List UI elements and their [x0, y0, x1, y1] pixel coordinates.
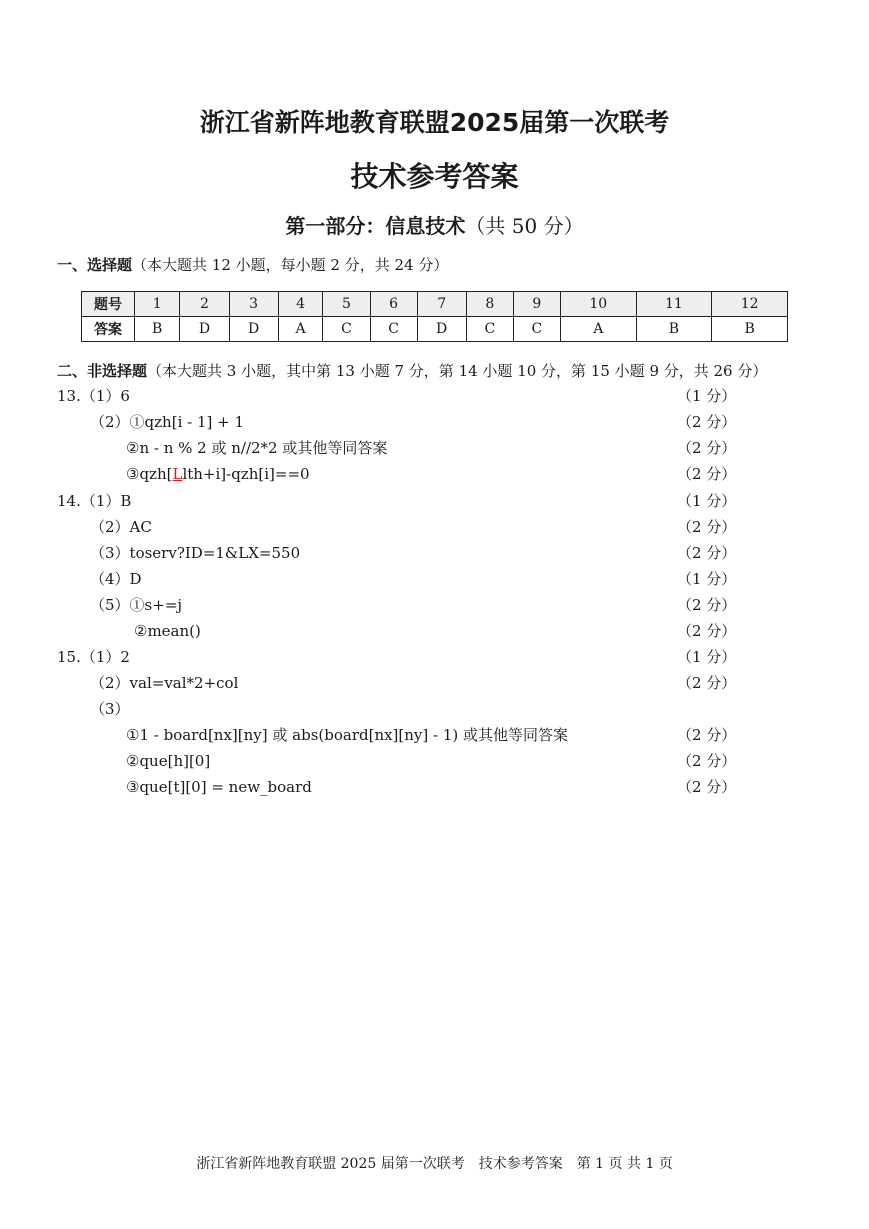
answer-cell: C	[513, 317, 560, 342]
question-number: 6	[370, 292, 417, 317]
q15-p1-prefix: （1）	[80, 648, 121, 666]
row-header-number: 题号	[82, 292, 135, 317]
q14-label: 14.	[57, 492, 81, 510]
answer-cell: C	[370, 317, 417, 342]
q15-p3-prefix: （3）	[90, 700, 130, 718]
q14-p5a-answer: ①s+=j	[129, 596, 183, 614]
part-note: （共 50 分）	[465, 214, 584, 238]
q14-part5a	[90, 594, 182, 616]
q15-p2-prefix: （2）	[90, 674, 130, 692]
q14-p2-answer: AC	[129, 518, 152, 536]
q14-part2	[90, 516, 152, 538]
q13-part2a	[90, 411, 244, 433]
exam-title: 浙江省新阵地教育联盟2025届第一次联考	[199, 108, 670, 137]
part-heading	[0, 210, 869, 239]
q15-part2	[90, 672, 238, 694]
q15-part1	[57, 646, 130, 668]
q13-part1	[57, 385, 130, 407]
answer-row	[82, 317, 788, 342]
section1-note: （本大题共 12 小题，每小题 2 分，共 24 分）	[132, 256, 449, 274]
q14-p5-prefix: （5）	[90, 596, 130, 614]
q14-p3-score: （2 分）	[677, 544, 737, 562]
q15-p2-score: （2 分）	[677, 674, 737, 692]
q15-p3b-answer: ②que[h][0]	[126, 752, 211, 770]
q14-part4	[90, 568, 142, 590]
question-number: 1	[135, 292, 180, 317]
answer-cell: A	[278, 317, 323, 342]
answer-key-title: 技术参考答案	[350, 160, 519, 193]
answer-cell: D	[180, 317, 229, 342]
answer-cell: D	[229, 317, 278, 342]
section1-heading	[57, 254, 448, 275]
question-number: 9	[513, 292, 560, 317]
page-footer: 浙江省新阵地教育联盟 2025 届第一次联考 技术参考答案 第 1 页 共 1 页	[196, 1156, 673, 1172]
q15-p1-score: （1 分）	[677, 648, 737, 666]
question-number: 7	[417, 292, 466, 317]
part-title: 第一部分：信息技术	[285, 214, 466, 238]
q13-p2b-score: （2 分）	[677, 439, 737, 457]
q14-p1-score: （1 分）	[677, 492, 737, 510]
question-number: 2	[180, 292, 229, 317]
q14-part1	[57, 490, 131, 512]
answer-cell: D	[417, 317, 466, 342]
question-number: 4	[278, 292, 323, 317]
q14-p4-prefix: （4）	[90, 570, 130, 588]
answer-cell: B	[636, 317, 712, 342]
q14-p4-score: （1 分）	[677, 570, 737, 588]
answer-cell: C	[323, 317, 370, 342]
q14-p1-prefix: （1）	[80, 492, 121, 510]
q14-p3-answer: toserv?ID=1&LX=550	[129, 544, 301, 562]
q14-p5b-score: （2 分）	[677, 622, 737, 640]
q15-p3c-answer: ③que[t][0] = new_board	[126, 778, 312, 796]
answer-cell: A	[560, 317, 636, 342]
q13-p2c-score: （2 分）	[677, 465, 737, 483]
section2-heading	[57, 360, 767, 381]
q13-label: 13.	[57, 387, 81, 405]
question-number: 11	[636, 292, 712, 317]
q13-p2c-answer	[126, 463, 310, 485]
q15-p3b-score: （2 分）	[677, 752, 737, 770]
question-number: 3	[229, 292, 278, 317]
section2-note: （本大题共 3 小题，其中第 13 小题 7 分，第 14 小题 10 分，第 15 小题 9 分，共 26 分）	[147, 362, 768, 380]
q14-p2-score: （2 分）	[677, 518, 737, 536]
answer-table	[81, 291, 788, 342]
row-header-answer: 答案	[82, 317, 135, 342]
q14-p1-answer: B	[120, 492, 132, 510]
q13-p2b-answer: ②n - n % 2 或 n//2*2 或其他等同答案	[126, 439, 388, 457]
question-number: 12	[712, 292, 788, 317]
answer-cell: B	[712, 317, 788, 342]
q13-p1-score: （1 分）	[677, 387, 737, 405]
q15-p2-answer: val=val*2+col	[129, 674, 239, 692]
question-number-row	[82, 292, 788, 317]
question-number: 10	[560, 292, 636, 317]
q14-p3-prefix: （3）	[90, 544, 130, 562]
q13-p2a-answer: ①qzh[i - 1] + 1	[129, 413, 245, 431]
section1-title: 一、选择题	[57, 256, 133, 274]
q14-p4-answer: D	[129, 570, 142, 588]
q15-p3c-score: （2 分）	[677, 778, 737, 796]
answer-cell: B	[135, 317, 180, 342]
q13-p2-prefix: （2）	[90, 413, 130, 431]
answer-cell: C	[466, 317, 513, 342]
q13-p2c-pre: ③qzh[	[126, 465, 173, 483]
q15-p3a-answer: ①1 - board[nx][ny] 或 abs(board[nx][ny] - 1) 或其他等同答案	[126, 726, 569, 744]
q14-part3	[90, 542, 300, 564]
q14-p2-prefix: （2）	[90, 518, 130, 536]
question-number: 5	[323, 292, 370, 317]
question-number: 8	[466, 292, 513, 317]
q13-p1-prefix: （1）	[80, 387, 121, 405]
q15-p1-answer: 2	[120, 648, 130, 666]
q13-p2c-post: lth+i]-qzh[i]==0	[182, 465, 310, 483]
q14-p5b-answer: ②mean()	[134, 622, 201, 640]
q15-label: 15.	[57, 648, 81, 666]
q13-p2a-score: （2 分）	[677, 413, 737, 431]
q13-p1-answer: 6	[120, 387, 130, 405]
q13-p2c-correction: L	[172, 465, 183, 483]
section2-title: 二、非选择题	[57, 362, 148, 380]
q14-p5a-score: （2 分）	[677, 596, 737, 614]
q15-p3a-score: （2 分）	[677, 726, 737, 744]
